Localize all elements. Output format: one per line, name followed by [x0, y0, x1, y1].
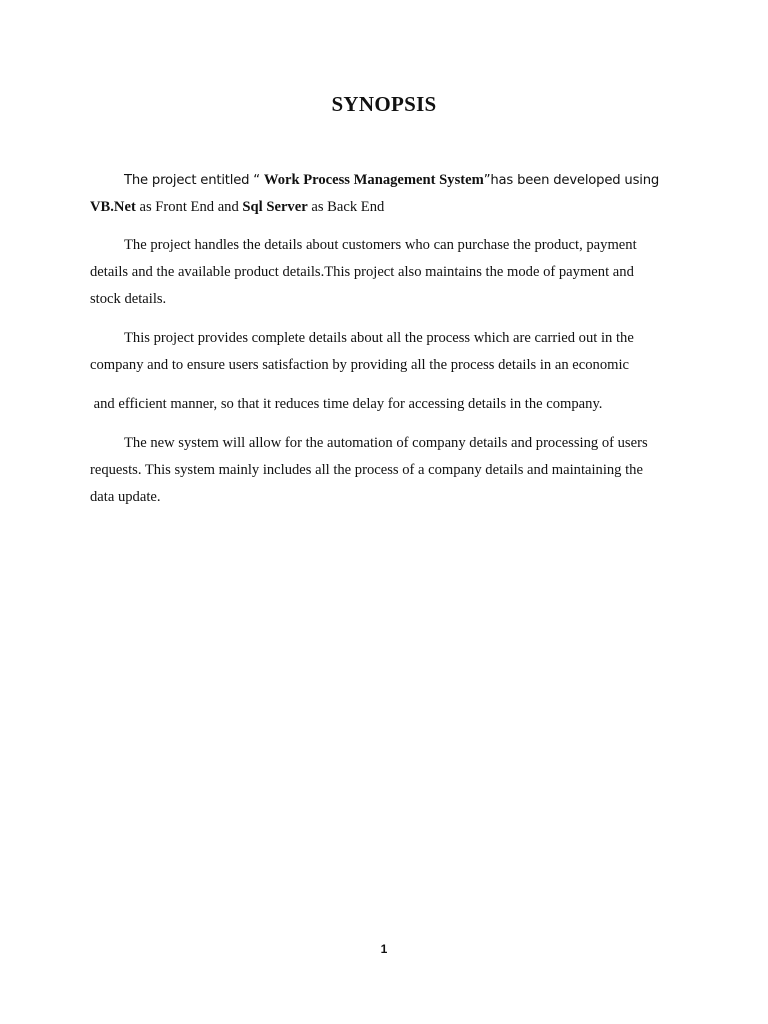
document-body: [90, 167, 680, 511]
front-end-name: VB.Net: [90, 199, 136, 215]
project-name: Work Process Management System: [263, 172, 484, 188]
paragraph-process-gap: [90, 379, 680, 391]
paragraph-details: [90, 232, 680, 313]
paragraph-process-line-2: company and to ensure users satisfaction by providing all the process details in an economic: [90, 357, 630, 373]
page-number: 1: [380, 942, 388, 956]
paragraph-intro: [90, 167, 680, 221]
paragraph-system: [90, 430, 680, 511]
paragraph-details-line-2: details and the available product details.This project also maintains the mode of payment and: [90, 264, 634, 280]
paragraph-process-line-1: This project provides complete details about all the process which are carried out in the: [124, 330, 634, 346]
paragraph-process: [90, 325, 680, 418]
page-title: SYNOPSIS: [331, 92, 437, 116]
front-end-text: as Front End and: [135, 199, 243, 215]
back-end-name: Sql Server: [242, 199, 308, 215]
paragraph-details-line-3: stock details.: [90, 291, 167, 307]
paragraph-system-line-2: requests. This system mainly includes all the process of a company details and maintaining the: [90, 462, 643, 478]
paragraph-details-line-1: The project handles the details about customers who can purchase the product, payment: [124, 237, 637, 253]
intro-text-start: The project entitled “: [124, 173, 264, 188]
paragraph-process-line-3: and efficient manner, so that it reduces time delay for accessing details in the company.: [90, 396, 603, 412]
paragraph-system-line-3: data update.: [90, 489, 161, 505]
intro-text-end: ”has been developed using: [483, 173, 660, 188]
paragraph-intro-line-1: [90, 167, 680, 194]
back-end-text: as Back End: [307, 199, 385, 215]
paragraph-intro-line-2: [90, 194, 680, 221]
paragraph-system-line-1: The new system will allow for the automation of company details and processing of users: [124, 435, 648, 451]
